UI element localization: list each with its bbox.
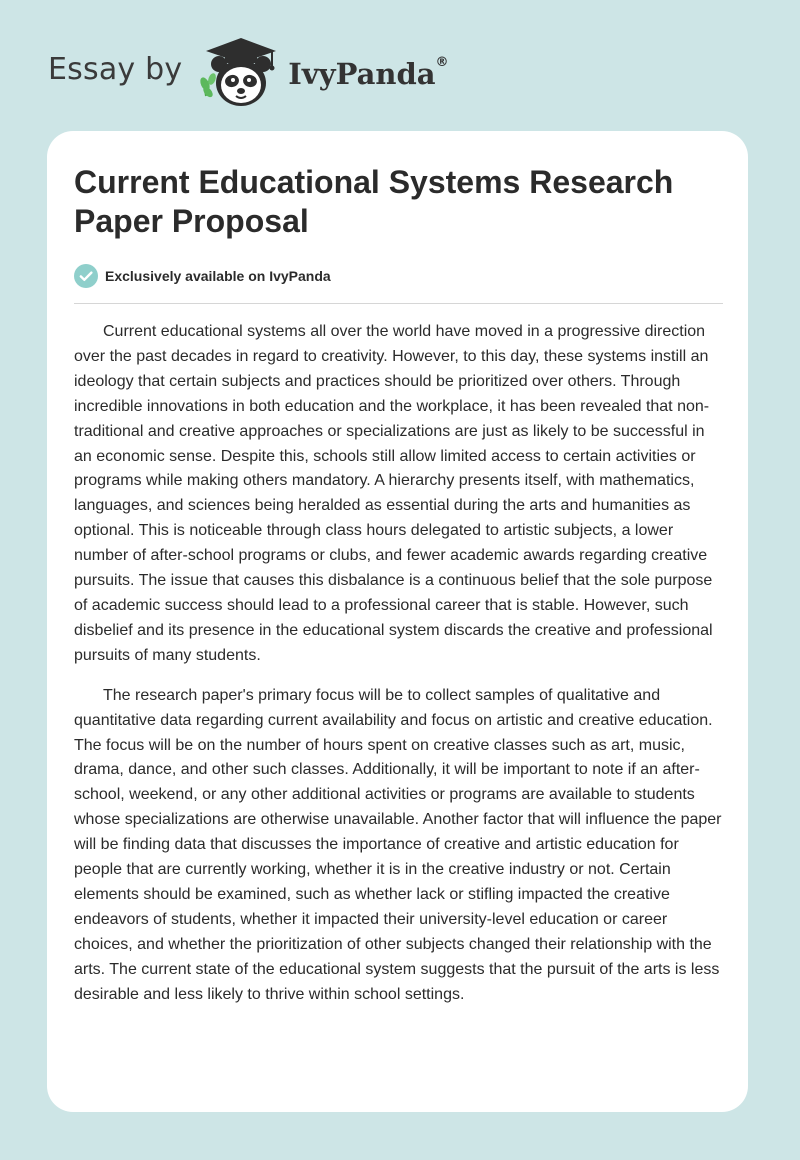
brand-prefix: Essay by: [48, 51, 183, 87]
essay-card: [47, 131, 748, 1112]
registered-mark: ®: [435, 55, 449, 70]
brand-header[interactable]: [48, 34, 449, 110]
page-title: Current Educational Systems Research Paper Proposal: [74, 164, 674, 239]
paragraph: Current educational systems all over the world have moved in a progressive direction over the past decades in regard to creativity. However, to this day, these systems instill an ideology that certain subjects and practices should be prioritized over others. Through incredible innovations in both education and the workplace, it has been revealed that non-traditional and creative approaches or specializations are just as likely to be successful in an economic sense. Despite this, schools still allow limited access to certain activities or programs while making others mandatory. A hierarchy presents itself, with mathematics, languages, and sciences being heralded as essential during the arts and humanities as optional. This is noticeable through class hours delegated to artistic subjects, a lower number of after-school programs or clubs, and fewer academic awards regarding creative pursuits. The issue that causes this disbalance is a continuous belief that the sole purpose of academic success should lead to a professional career that is stable. However, such disbelief and its presence in the educational system discards the creative and professional pursuits of many students.: [74, 323, 713, 664]
essay-body: [74, 320, 725, 1022]
paragraph: The research paper's primary focus will be to collect samples of qualitative and quantitative data regarding current availability and focus on artistic and creative education. The focus will be on the number of hours spent on creative classes such as art, music, drama, dance, and other such classes. Additionally, it will be important to note if an after-school, weekend, or any other additional activities or programs are available to students whose specializations are otherwise unavailable. Another factor that will influence the paper will be finding data that discusses the importance of creative and artistic education for people that are currently working, whether it is in the creative industry or not. Certain elements should be examined, such as whether lack or stifling impacted the creative endeavors of students, whether it impacted their university-level education or career choices, and whether the prioritization of other subjects changed their relationship with the arts. The current state of the educational system suggests that the pursuit of the arts is less desirable and less likely to thrive within school settings.: [74, 686, 722, 1003]
exclusive-badge: [74, 264, 331, 288]
badge-text: Exclusively available on IvyPanda: [105, 268, 331, 284]
panda-graduate-icon: [196, 34, 286, 110]
divider: [74, 303, 723, 304]
brand-name: IvyPanda®: [288, 55, 449, 91]
check-circle-icon: [74, 264, 98, 288]
